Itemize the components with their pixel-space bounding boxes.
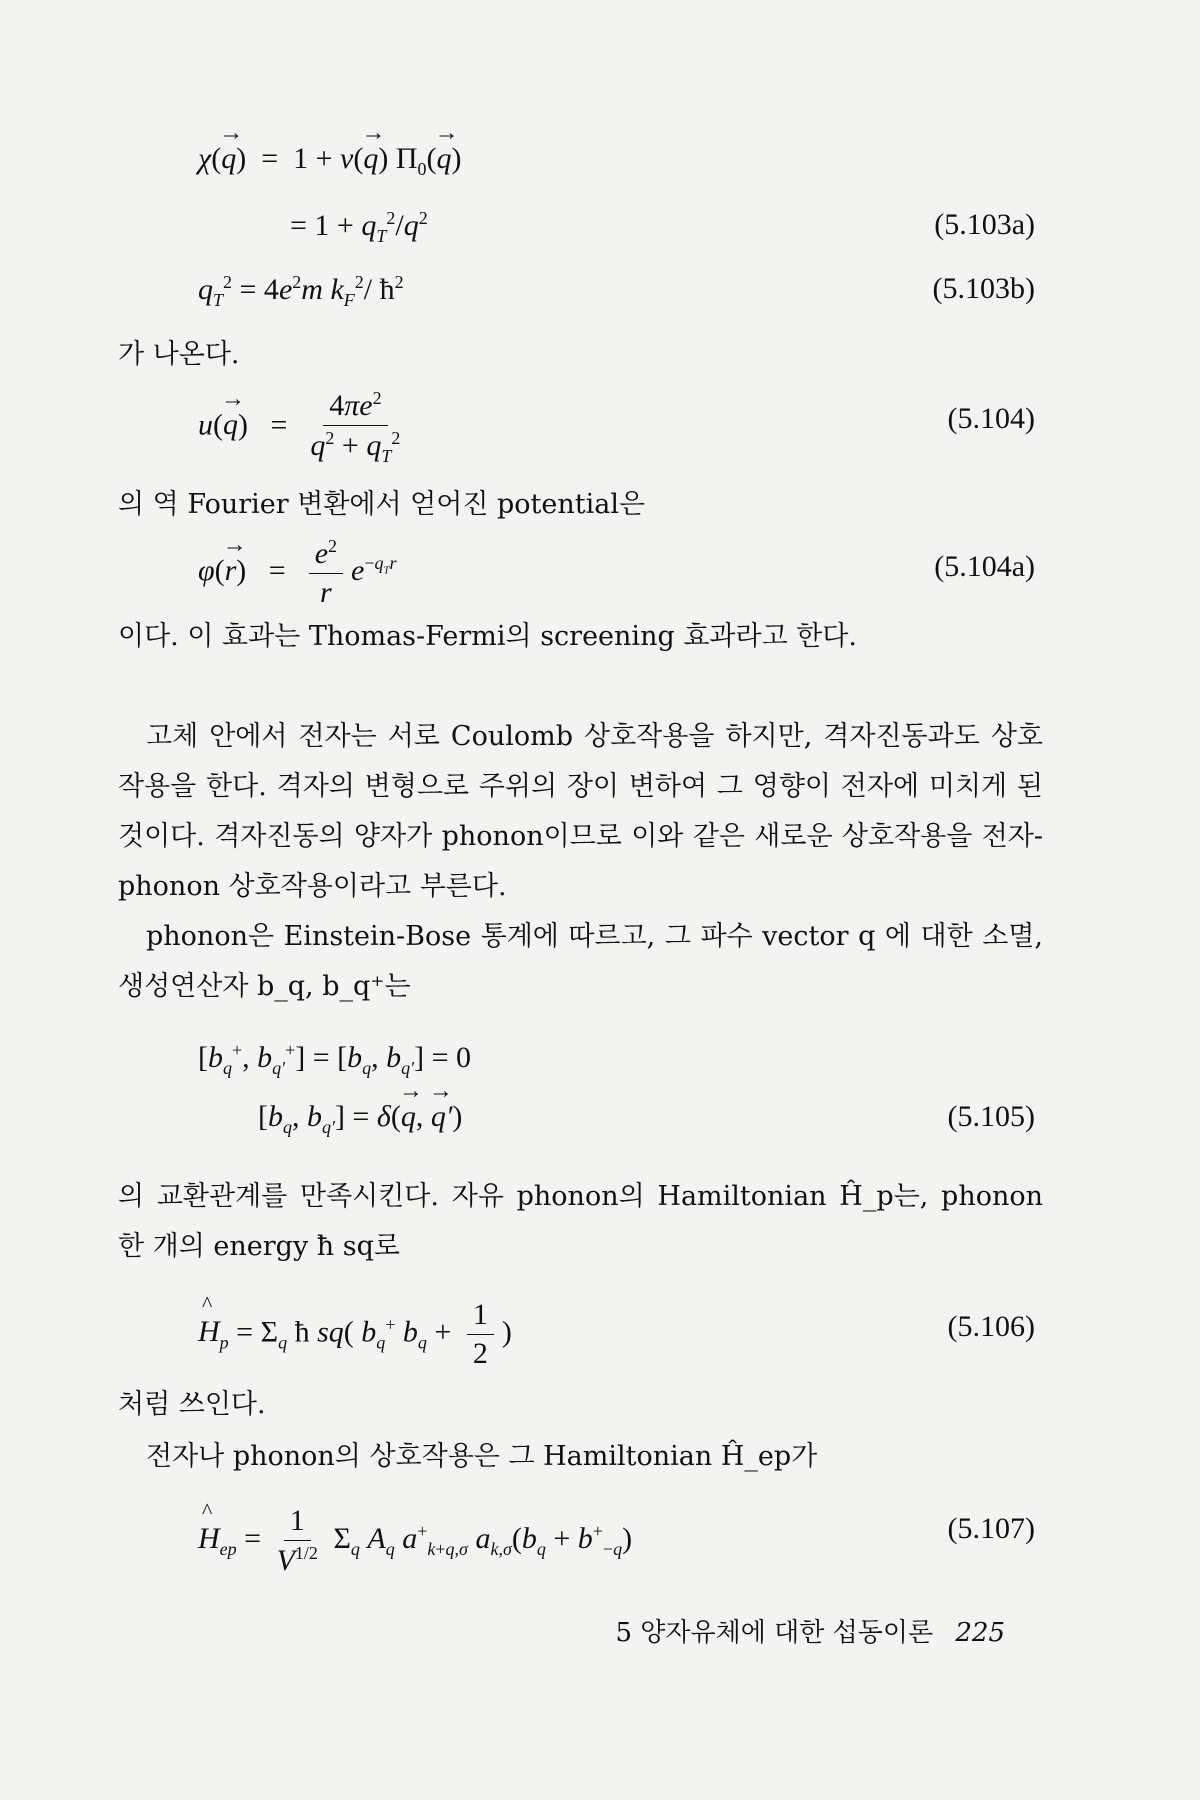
paragraph-fourier: 의 역 Fourier 변환에서 얻어진 potential은: [118, 489, 646, 520]
equation-5-106: ^ $H_p = \Sigma_q$ ħ sq( $b_q^+$ $b_q$ + $\frac{1}{2}$ ): [198, 1298, 512, 1371]
equation-number-5-104: (5.104): [947, 402, 1035, 435]
equation-number-5-107: (5.107): [947, 1512, 1035, 1545]
paragraph-screening: 이다. 이 효과는 Thomas-Fermi의 screening 효과라고 한다.: [118, 621, 857, 652]
chapter-title: 5 양자유체에 대한 섭동이론: [615, 1618, 934, 1648]
paragraph-written: 처럼 쓰인다.: [118, 1389, 266, 1420]
paragraph-interaction: 전자나 phonon의 상호작용은 그 Hamiltonian Ĥ_ep가: [146, 1441, 818, 1472]
paragraph-result: 가 나온다.: [118, 339, 240, 370]
equation-5-103a: = $1 + q_T^2/q^2$: [290, 208, 428, 246]
equation-chi: χ(→ q) = 1 + v(→ q) $\Pi_0(\to q)$: [198, 142, 462, 180]
equation-5-104: u(→ q) = $\frac{4\pi e^2}{q^2 + q_T^2}$: [198, 388, 408, 467]
equation-5-103b: $q_T^2 = 4e^2m$ $k_F^2/$ $ħ^2$: [198, 272, 404, 310]
page-footer: [615, 1612, 1005, 1649]
equation-number-5-105: (5.105): [947, 1100, 1035, 1133]
equation-5-104a: φ(→ r) = $\frac{e^2}{r}$ $e^{-q_Tr}$: [198, 536, 397, 610]
equation-number-5-103b: (5.103b): [932, 272, 1035, 305]
paragraph-operators: phonon은 Einstein-Bose 통계에 따르고, 그 파수 vector q 에 대한 소멸, 생성연산자 b_q, b_q⁺는: [118, 921, 1043, 1002]
equation-5-105-line1: [$b_q^+$, $b_{q'}^+] = [b_q$, $b_{q'}] = 0$: [198, 1040, 472, 1078]
equation-number-5-104a: (5.104a): [934, 550, 1035, 583]
equation-number-5-106: (5.106): [947, 1310, 1035, 1343]
equation-5-107: ^ $H_{ep}$ = $\frac{1}{V^{1/2}}$ $\Sigma_q$ $A_q$ $a^+_{k+q,\sigma}$ $a_{k,\sigma}(b_q + b^+_{-q})$: [198, 1504, 632, 1578]
equation-5-105-line2: [$b_q$, $b_{q'}] = \delta(\to q$, → q′): [258, 1100, 462, 1138]
paragraph-electron-phonon: 고체 안에서 전자는 서로 Coulomb 상호작용을 하지만, 격자진동과도 상호작용을 한다. 격자의 변형으로 주위의 장이 변하여 그 영향이 전자에 미치게 된 것이다. 격자진동의 양자가 phonon이므로 이와 같은 새로운 상호작용을 전자-phonon 상호작용이라고 부른다.: [118, 721, 1043, 902]
equation-number-5-103a: (5.103a): [934, 208, 1035, 241]
paragraph-hamiltonian-phonon: 의 교환관계를 만족시킨다. 자유 phonon의 Hamiltonian Ĥ_p는, phonon 한 개의 energy ħ sq로: [118, 1181, 1043, 1262]
page-number: 225: [955, 1618, 1005, 1648]
